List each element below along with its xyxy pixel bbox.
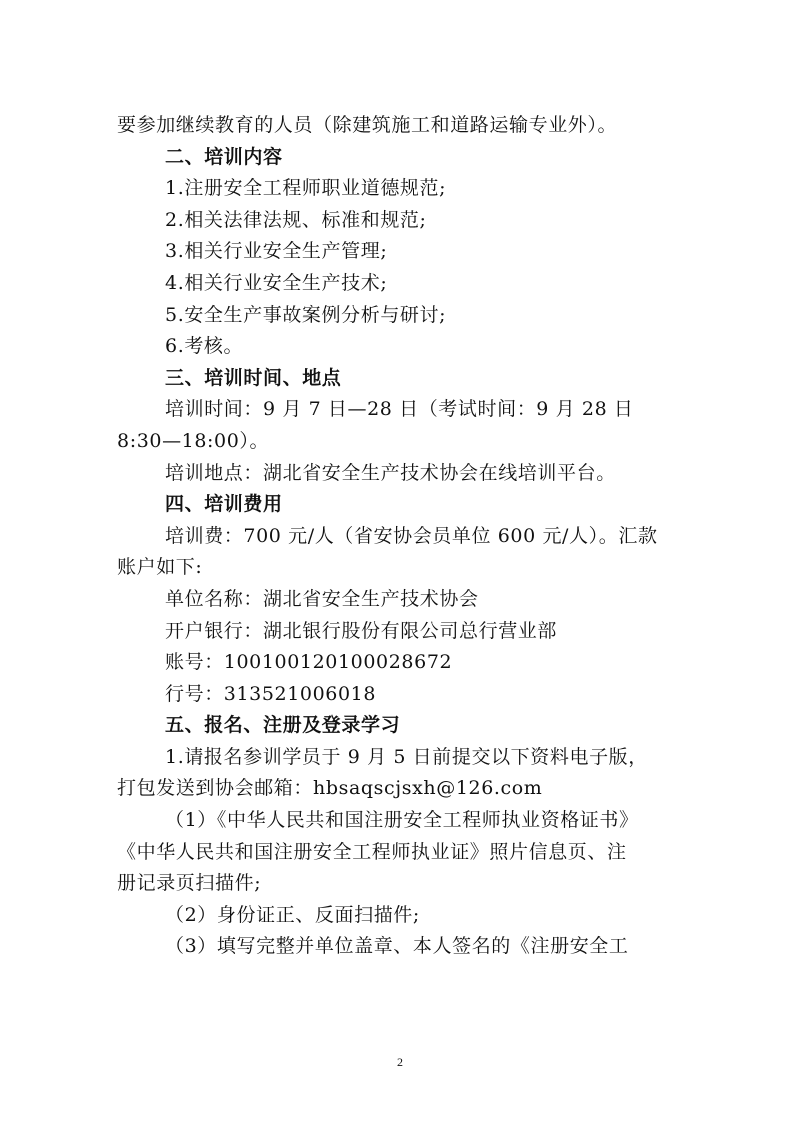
list-item: 5.安全生产事故案例分析与研讨; xyxy=(165,303,447,326)
paragraph-line: 培训地点：湖北省安全生产技术协会在线培训平台。 xyxy=(165,461,616,484)
list-item: 6.考核。 xyxy=(165,335,244,358)
paragraph-line: 要参加继续教育的人员（除建筑施工和道路运输专业外）。 xyxy=(117,114,618,136)
document-body xyxy=(117,110,697,963)
account-bank: 开户银行：湖北银行股份有限公司总行营业部 xyxy=(165,619,558,642)
page-number: 2 xyxy=(397,1055,403,1069)
account-name: 单位名称：湖北省安全生产技术协会 xyxy=(165,587,479,610)
paragraph-line: 打包发送到协会邮箱：hbsaqscjsxh@126.com xyxy=(117,777,543,800)
list-item: 2.相关法律法规、标准和规范; xyxy=(165,208,427,231)
paragraph-line: 账户如下: xyxy=(117,556,203,579)
section-heading-training-content: 二、培训内容 xyxy=(165,145,283,168)
list-item: （2）身份证正、反面扫描件; xyxy=(165,903,420,926)
paragraph-line: 册记录页扫描件; xyxy=(117,872,262,895)
paragraph-line: 1.请报名参训学员于 9 月 5 日前提交以下资料电子版， xyxy=(165,745,648,768)
account-number: 账号：100100120100028672 xyxy=(165,651,453,674)
list-item: （3）填写完整并单位盖章、本人签名的《注册安全工 xyxy=(165,935,629,958)
list-item: 4.相关行业安全生产技术; xyxy=(165,271,388,294)
section-heading-registration: 五、报名、注册及登录学习 xyxy=(165,714,401,737)
list-item: 1.注册安全工程师职业道德规范; xyxy=(165,177,447,200)
paragraph-line: 培训时间：9 月 7 日—28 日（考试时间：9 月 28 日 xyxy=(165,398,634,421)
paragraph-line: 8:30—18:00）。 xyxy=(117,429,270,452)
section-heading-training-fee: 四、培训费用 xyxy=(165,493,283,516)
list-item: （1）《中华人民共和国注册安全工程师执业资格证书》 xyxy=(165,809,639,832)
bank-code: 行号：313521006018 xyxy=(165,682,377,705)
section-heading-time-location: 三、培训时间、地点 xyxy=(165,366,342,389)
paragraph-line: 培训费：700 元/人（省安协会员单位 600 元/人）。汇款 xyxy=(165,524,658,547)
paragraph-line: 《中华人民共和国注册安全工程师执业证》照片信息页、注 xyxy=(117,840,627,863)
list-item: 3.相关行业安全生产管理; xyxy=(165,240,388,263)
